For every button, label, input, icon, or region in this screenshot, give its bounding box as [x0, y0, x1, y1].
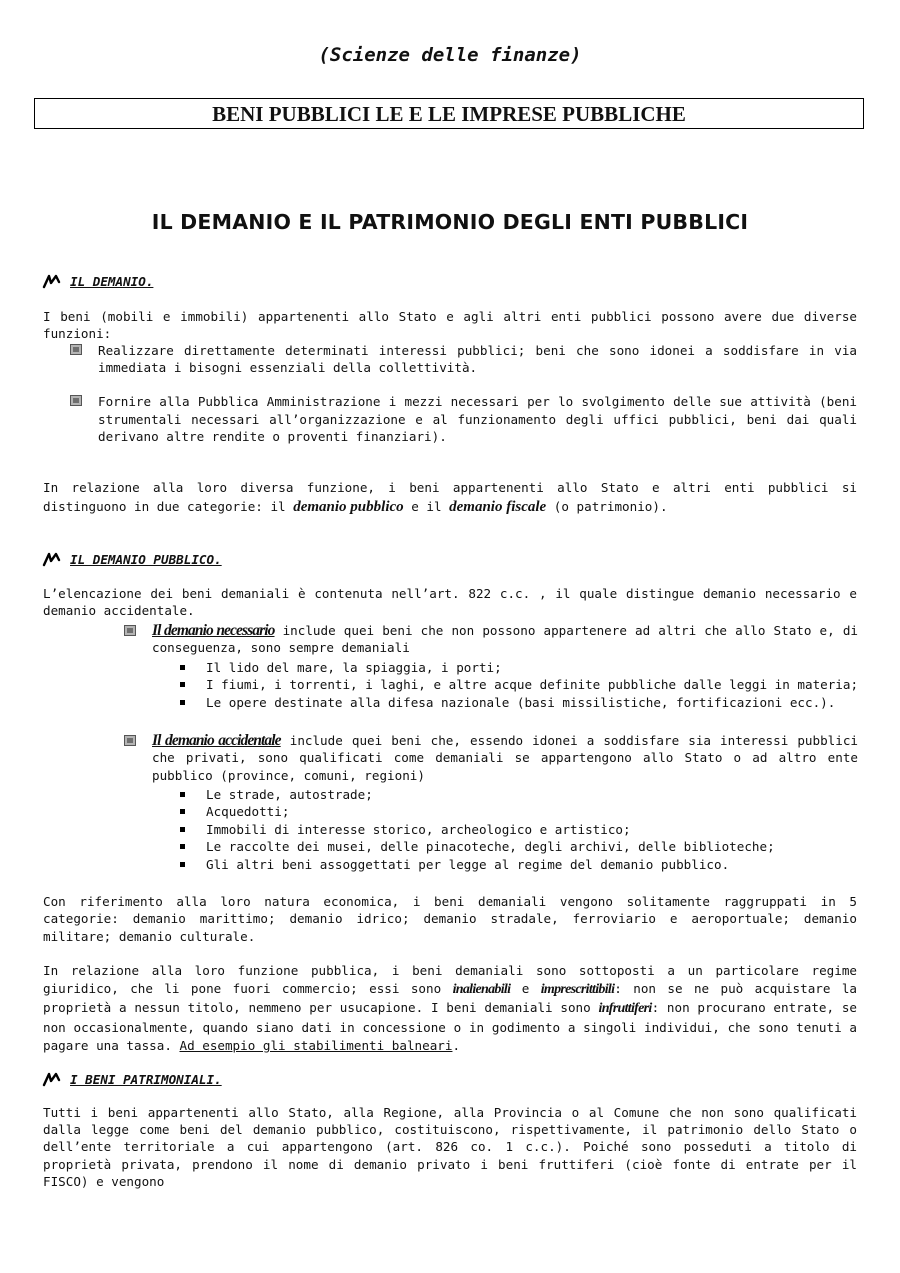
list-item [124, 676, 864, 693]
text-run: . [452, 1037, 461, 1053]
square-bullet-icon [124, 735, 136, 746]
term-infruttiferi: infruttiferi [598, 1001, 652, 1017]
term-demanio-fiscale: demanio fiscale [449, 498, 547, 515]
list-item-text: Immobili di interesse storico, archeologico e artistico; [206, 821, 631, 837]
section-heading-demanio-pubblico [42, 550, 222, 568]
bullet-icon [180, 844, 185, 849]
list-item [124, 821, 864, 838]
bullet-icon [180, 700, 185, 705]
demanio-accidentale-items [124, 786, 864, 873]
section-label: IL DEMANIO. [70, 273, 154, 289]
pen-stroke-icon [42, 1070, 64, 1088]
text-run: include quei beni che non possono appartenere ad altri che allo Stato e, di conseguenza, sono sempre demaniali [152, 623, 858, 656]
functions-list [70, 342, 857, 445]
term-demanio-accidentale: Il demanio accidentale [152, 732, 281, 749]
bullet-icon [180, 809, 185, 814]
bullet-icon [180, 827, 185, 832]
bullet-icon [180, 682, 185, 687]
term-inalienabili: inalienabili [452, 982, 511, 998]
list-item-text: Le strade, autostrade; [206, 787, 373, 802]
list-item-text: Realizzare direttamente determinati interessi pubblici; beni che sono idonei a soddisfare in via immediata i bisogni essenziali della collettività. [98, 343, 857, 376]
list-item [124, 622, 858, 657]
boxed-title: BENI PUBBLICI LE E LE IMPRESE PUBBLICHE [34, 98, 864, 129]
list-item [70, 342, 857, 376]
text-run: e il [403, 498, 450, 514]
pen-stroke-icon [42, 272, 64, 290]
subject-header: (Scienze delle finanze) [318, 44, 582, 66]
paragraph-regime-giuridico [43, 962, 857, 1055]
list-item-text: Le raccolte dei musei, delle pinacoteche, degli archivi, delle biblioteche; [206, 839, 775, 855]
list-item [124, 659, 864, 676]
paragraph-natura-economica: Con riferimento alla loro natura economica, i beni demaniali vengono solitamente raggruppati in 5 categorie: demanio marittimo; demanio idrico; demanio stradale, ferroviario e aeroportuale; demanio militare; demanio culturale. [43, 894, 857, 944]
demanio-necessario-items [124, 659, 864, 711]
bullet-icon [180, 862, 185, 867]
section-label: IL DEMANIO PUBBLICO. [70, 551, 222, 567]
list-item [124, 732, 858, 784]
paragraph-beni-patrimoniali: Tutti i beni appartenenti allo Stato, alla Regione, alla Provincia o al Comune che non sono qualificati dalla legge come beni del demanio pubblico, costituiscono, rispettivamente, il patrimonio dello Stato o dell’ente territoriale a cui appartengono (art. 826 co. 1 c.c.). Poiché sono posseduti a titolo di proprietà privata, prendono il nome di demanio privato i beni fruttiferi (cioè fonte di entrate per il FISCO) e vengono [43, 1105, 857, 1189]
term-imprescrittibili: imprescrittibili [540, 982, 615, 998]
text-run: : non procurano entrate, se non occasionalmente, quando siano dati in concessione o in godimento a singoli individui, che sono tenuti a pagare una tassa. [43, 1000, 858, 1053]
list-item-text: I fiumi, i torrenti, i laghi, e altre acque definite pubbliche dalle leggi in materia; [206, 677, 859, 693]
section-heading-beni-patrimoniali [42, 1070, 222, 1088]
list-item-text: Acquedotti; [206, 804, 290, 820]
section-heading-demanio [42, 272, 153, 290]
text-run: e [510, 981, 541, 997]
pen-stroke-icon [42, 550, 64, 568]
paragraph-categories [43, 479, 857, 516]
term-demanio-pubblico: demanio pubblico [293, 498, 404, 515]
list-item [124, 694, 864, 711]
square-bullet-icon [70, 344, 82, 355]
list-item [70, 393, 857, 445]
bullet-icon [180, 792, 185, 797]
list-item-text: Gli altri beni assoggettati per legge al regime del demanio pubblico. [206, 856, 730, 872]
paragraph-intro-demanio: I beni (mobili e immobili) appartenenti allo Stato e agli altri enti pubblici possono avere due diverse funzioni: [43, 309, 857, 342]
demanio-necessario-block [124, 622, 858, 657]
demanio-accidentale-block [124, 732, 858, 784]
square-bullet-icon [70, 395, 82, 406]
term-demanio-necessario: Il demanio necessario [152, 622, 275, 639]
list-item [124, 856, 864, 873]
text-run: include quei beni che, essendo idonei a soddisfare sia interessi pubblici che privati, sono qualificati come demaniali se appartengono allo Stato o ad altro ente pubblico (province, comuni, regioni) [152, 733, 858, 783]
list-item-text: Le opere destinate alla difesa nazionale (basi missilistiche, fortificazioni ecc.). [206, 694, 836, 710]
example-underlined: Ad esempio gli stabilimenti balneari [179, 1037, 453, 1053]
text-run: (o patrimonio). [546, 498, 668, 514]
main-title: IL DEMANIO E IL PATRIMONIO DEGLI ENTI PUBBLICI [151, 210, 749, 234]
list-item-text: Fornire alla Pubblica Amministrazione i mezzi necessari per lo svolgimento delle sue attività (beni strumentali necessari all’organizzazione e al funzionamento degli uffici pubblici, beni dai quali derivano altre rendite o proventi finanziari). [98, 394, 857, 444]
bullet-icon [180, 665, 185, 670]
square-bullet-icon [124, 625, 136, 636]
list-item [124, 803, 864, 820]
list-item-text: Il lido del mare, la spiaggia, i porti; [206, 660, 502, 675]
text-run: In relazione alla loro funzione pubblica, i beni demaniali sono sottoposti a un particolare regime giuridico, che li pone fuori commercio; essi sono [43, 963, 857, 997]
list-item [124, 838, 864, 855]
section-label: I BENI PATRIMONIALI. [70, 1071, 222, 1087]
list-item [124, 786, 864, 803]
text-run: : non se ne può acquistare la proprietà a nessun titolo, nemmeno per usucapione. I beni demaniali sono [43, 981, 858, 1016]
paragraph-intro-demanio-pubblico: L’elencazione dei beni demaniali è contenuta nell’art. 822 c.c. , il quale distingue demanio necessario e demanio accidentale. [43, 586, 857, 619]
text-run: In relazione alla loro diversa funzione, i beni appartenenti allo Stato e altri enti pubblici si distinguono in due categorie: il [43, 480, 857, 514]
